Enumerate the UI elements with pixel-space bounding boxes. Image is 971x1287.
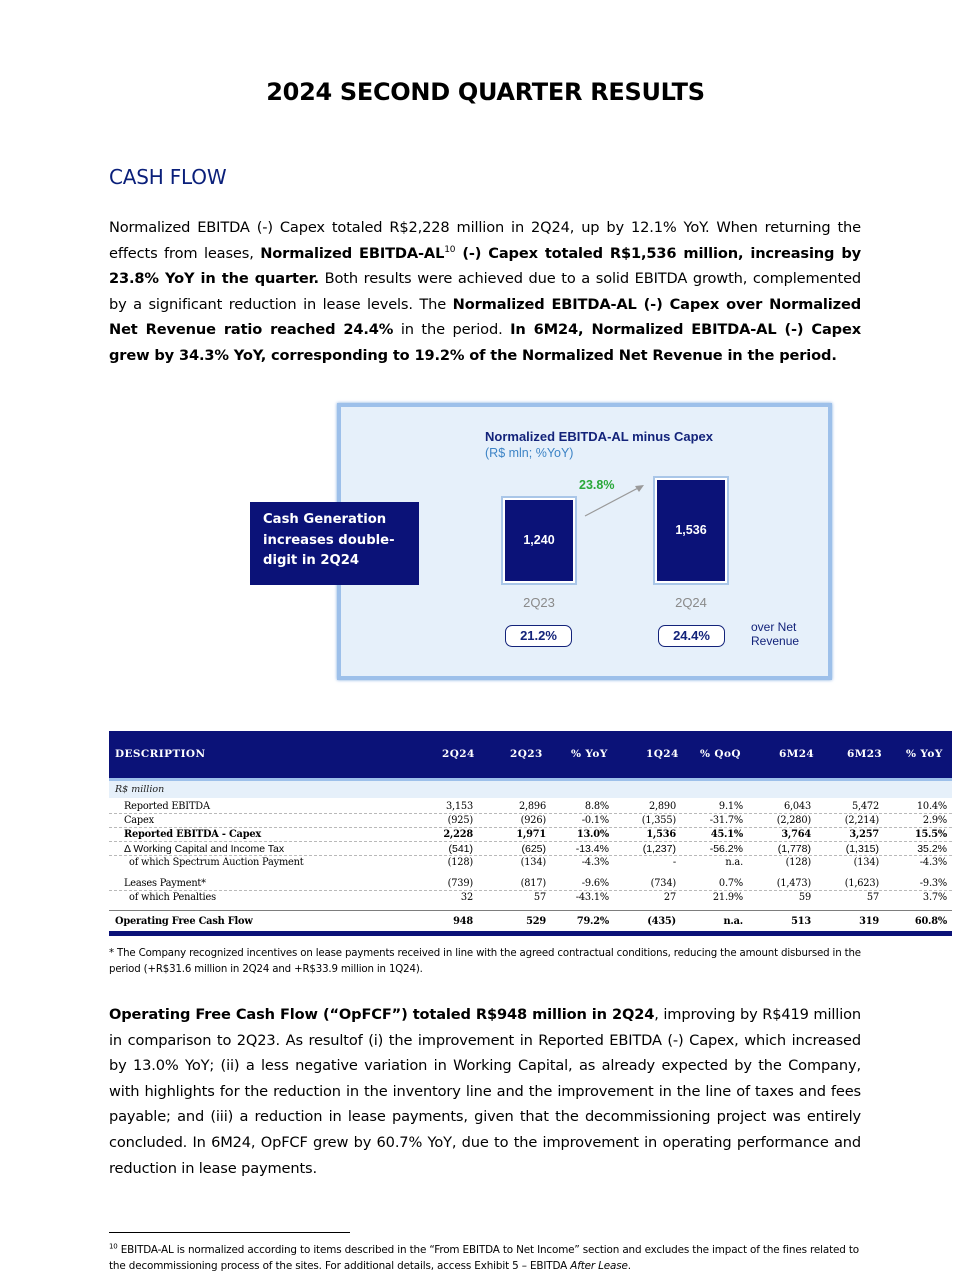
cell-6m24: 59 [798,892,811,903]
footnote-rule [109,1232,350,1233]
cell-qoq: 21.9% [712,892,743,903]
table-row [109,891,952,905]
cell-6m24: (2,280) [776,815,811,826]
cell-2q24: (541) [448,843,473,855]
header-2q24: 2Q24 [442,748,475,760]
cell-1q24: - [672,857,676,868]
table-divider [109,910,952,911]
page-title: 2024 SECOND QUARTER RESULTS [266,78,705,106]
cell-6m23: 319 [859,916,879,927]
cell-6m23: (2,214) [844,815,879,826]
cell-1q24: (1,355) [641,815,676,826]
table-row [109,856,952,870]
cell-1q24: 2,890 [648,801,676,812]
row-label: Reported EBITDA [124,801,210,812]
growth-label: 23.8% [579,478,615,492]
cell-yoy-6m: -4.3% [919,857,947,868]
cell-6m24: (128) [785,857,811,868]
cell-yoy-6m: 3.7% [922,892,947,903]
footnote-10: $^{10}$ EBITDA-AL is normalized according to items described in the “From EBITDA to Net Income” section and excludes the impact of the fines related to the decommissioning process of the sites. For additional details, access Exhibit 5 – EBITDA After Lease. [109,1242,859,1272]
cell-2q24: (739) [447,878,473,889]
row-label: Δ Working Capital and Income Tax [124,843,285,855]
x-tick-label-2q23: 2Q23 [523,595,555,610]
cell-6m23: 3,257 [849,829,879,840]
table-row [109,842,952,856]
header-2q23: 2Q23 [510,748,543,760]
cell-yoy: -0.1% [581,815,609,826]
cell-yoy: 13.0% [576,829,609,840]
section-title: CASH FLOW [109,165,227,189]
cell-2q23: (817) [520,878,546,889]
row-label: Capex [124,815,154,826]
cell-yoy-6m: 2.9% [922,815,947,826]
bar-value-label-2q23: 1,240 [523,532,555,547]
cell-qoq: n.a. [725,857,743,868]
table-header [109,731,952,781]
cell-6m24: (1,473) [776,878,811,889]
table-bottom-bar [109,931,952,936]
opfcf-paragraph: Operating Free Cash Flow (“OpFCF”) totaled R$948 million in 2Q24, improving by R$419 million in comparison to 2Q23. As resultof (i) the improvement in Reported EBITDA (-) Capex, which increased by 13.0% YoY; (ii) a less negative variation in Working Capital, as already expected by the Company, with highlights for the reduction in the inventory line and the improvement in the line of taxes and fees payable; and (iii) a reduction in lease payments, given that the decommissioning project was entirely concluded. In 6M24, OpFCF grew by 60.7% YoY, due to the improvement in operating performance and reduction in lease payments. [109,1006,861,1177]
cash-flow-paragraph: Normalized EBITDA (-) Capex totaled R$2,228 million in 2Q24, up by 12.1% YoY. When returning the effects from leases, Normalized EBITDA-AL$^{10}$ (-) Capex totaled R$1,536 million, increasing by 23.8% YoY in the quarter. Both results were achieved due to a solid EBITDA growth, complemented by a significant reduction in lease levels. The Normalized EBITDA-AL (-) Capex over Normalized Net Revenue ratio reached 24.4% in the period. In 6M24, Normalized EBITDA-AL (-) Capex grew by 34.3% YoY, corresponding to 19.2% of the Normalized Net Revenue in the period. [109,219,862,364]
ratio-badge-2q23: 21.2% [505,625,572,647]
header-yoy-6m: % YoY [906,748,943,760]
cell-2q24: 32 [460,892,473,903]
cell-2q23: (926) [520,815,546,826]
cell-yoy-6m: 10.4% [916,801,947,812]
row-label: Operating Free Cash Flow [115,916,253,927]
cell-qoq: n.a. [723,916,743,927]
row-label: Leases Payment* [124,878,206,889]
cell-2q23: 529 [526,916,546,927]
cell-yoy: -4.3% [581,857,609,868]
cell-6m23: (134) [853,857,879,868]
cell-yoy: -13.4% [575,843,609,855]
cell-1q24: (435) [647,916,676,927]
cell-qoq: -56.2% [709,843,743,855]
table-footnote: * The Company recognized incentives on lease payments received in line with the agreed contractual conditions, reducing the amount disbursed in the period (+R$31.6 million in 2Q24 and +R$33.9 million in 1Q24). [109,948,861,975]
cell-qoq: 45.1% [710,829,743,840]
cell-yoy-6m: -9.3% [919,878,947,889]
cell-6m23: (1,623) [844,878,879,889]
row-label: Reported EBITDA - Capex [124,829,262,840]
table-row [109,877,952,891]
row-label: of which Penalties [129,892,216,903]
cell-6m24: 3,764 [781,829,811,840]
cell-6m23: 57 [866,892,879,903]
chart-callout: Cash Generation increases double- digit in 2Q24 [250,502,419,585]
cell-2q23: 57 [533,892,546,903]
cell-yoy-6m: 60.8% [914,916,947,927]
ratio-badge-2q24: 24.4% [658,625,725,647]
cell-2q24: (128) [447,857,473,868]
cell-qoq: 0.7% [718,878,743,889]
unit-row: R$ million [109,781,952,798]
header-1q24: 1Q24 [646,748,679,760]
cell-yoy: -43.1% [575,892,609,903]
cell-qoq: -31.7% [709,815,743,826]
table-row [109,915,952,929]
cell-yoy-6m: 15.5% [914,829,947,840]
header-yoy: % YoY [571,748,608,760]
cell-yoy: 79.2% [576,916,609,927]
header-6m23: 6M23 [847,748,883,760]
cell-2q23: 2,896 [518,801,546,812]
cell-6m23: (1,315) [845,843,879,855]
cell-2q23: 1,971 [516,829,546,840]
cell-2q24: 3,153 [445,801,473,812]
cell-6m24: 513 [791,916,811,927]
cell-2q23: (134) [520,857,546,868]
cell-qoq: 9.1% [718,801,743,812]
bar-value-label-2q24: 1,536 [675,522,707,537]
cell-6m24: 6,043 [783,801,811,812]
table-row [109,814,952,828]
cell-1q24: (734) [650,878,676,889]
cell-1q24: 27 [663,892,676,903]
row-label: of which Spectrum Auction Payment [129,857,304,868]
header-description: DESCRIPTION [115,748,206,760]
cell-yoy-6m: 35.2% [917,843,947,855]
cell-2q24: (925) [447,815,473,826]
chart-subtitle: (R$ mln; %YoY) [485,446,574,460]
table-row [109,800,952,814]
growth-arrow-icon [580,478,650,520]
cell-1q24: 1,536 [646,829,676,840]
cell-yoy: -9.6% [581,878,609,889]
header-6m24: 6M24 [779,748,815,760]
cell-yoy: 8.8% [584,801,609,812]
chart-title: Normalized EBITDA-AL minus Capex [485,429,714,444]
cell-2q24: 2,228 [443,829,473,840]
table-row [109,828,952,842]
header-qoq: % QoQ [700,748,741,760]
cell-6m24: (1,778) [777,843,811,855]
cell-2q24: 948 [453,916,473,927]
ratio-note: over Net Revenue [751,620,800,648]
cell-6m23: 5,472 [851,801,879,812]
cell-2q23: (625) [521,843,546,855]
x-tick-label-2q24: 2Q24 [675,595,707,610]
cell-1q24: (1,237) [642,843,676,855]
